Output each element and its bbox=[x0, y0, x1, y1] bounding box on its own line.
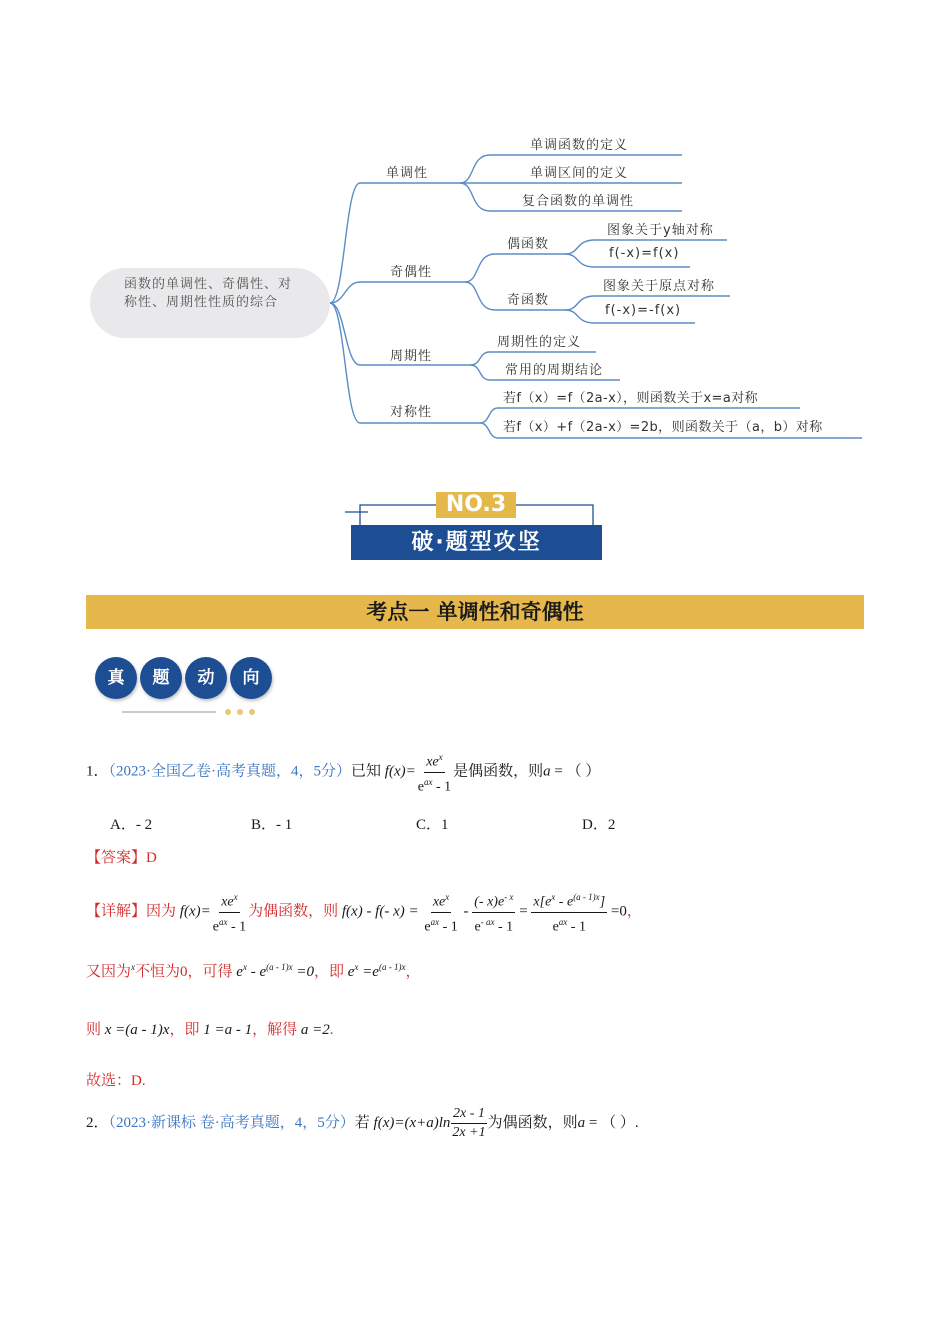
q2-source: （2023·新课标 卷·高考真题，4，5分） bbox=[108, 1114, 355, 1131]
q2-fraction: $\frac{2x - 1}{2x +1}$ bbox=[452, 1106, 486, 1140]
option-d[interactable]: D．2 bbox=[582, 817, 616, 833]
q1-detail-line-3: 则 x =(a - 1)x，即 1 =a - 1，解得 a =2. bbox=[86, 1022, 334, 1038]
tag-circle-zhen: 真 bbox=[95, 657, 137, 699]
answer-value: D bbox=[146, 850, 157, 866]
q2-formula: f(x)=(x+a)ln bbox=[373, 1114, 451, 1131]
node-odd-function: 奇函数 bbox=[507, 293, 550, 308]
q1-answer bbox=[86, 846, 157, 867]
branch-line-monotonic bbox=[330, 183, 460, 303]
q1-formula: f(x)= bbox=[384, 763, 416, 780]
leaf-symmetry-center: 若f（x）+f（2a-x）=2b，则函数关于（a，b）对称 bbox=[503, 420, 823, 435]
mindmap-connectors bbox=[0, 0, 950, 470]
q1-source: （2023·全国乙卷·高考真题，4，5分） bbox=[108, 763, 352, 780]
branch-label-parity: 奇偶性 bbox=[390, 265, 433, 280]
leaf-odd-origin: 图象关于原点对称 bbox=[603, 279, 716, 294]
leaf-odd-formula: f(-x)=-f(x) bbox=[605, 303, 682, 318]
leaf-monotonic-def: 单调函数的定义 bbox=[530, 138, 629, 153]
tag-circle-dong: 动 bbox=[185, 657, 227, 699]
q1-stem-post: 是偶函数，则 bbox=[453, 763, 544, 780]
q2-stem-pre: 若 bbox=[354, 1114, 370, 1131]
section-number: NO.3 bbox=[436, 492, 516, 518]
question-1: 1．（2023·全国乙卷·高考真题，4，5分）已知 f(x)= $\frac{xe^x}{e^{ax} - 1}$ 是偶函数，则a = （ ） bbox=[86, 748, 600, 796]
leaf-composite: 复合函数的单调性 bbox=[522, 194, 635, 209]
branch-label-symmetry: 对称性 bbox=[390, 405, 433, 420]
leaf-symmetry-axis: 若f（x）=f（2a-x），则函数关于x=a对称 bbox=[503, 391, 759, 406]
q2-stem-post: 为偶函数，则 bbox=[487, 1114, 578, 1131]
leaf-interval-def: 单调区间的定义 bbox=[530, 166, 629, 181]
leaf-even-formula: f(-x)=f(x) bbox=[609, 246, 680, 261]
answer-tag: 【答案】 bbox=[86, 850, 147, 866]
tag-circle-xiang: 向 bbox=[230, 657, 272, 699]
q1-paren: （ ） bbox=[566, 763, 601, 780]
q1-number: 1． bbox=[86, 763, 109, 780]
option-a[interactable]: A．- 2 bbox=[110, 817, 153, 833]
question-2: 2．（2023·新课标 卷·高考真题，4，5分）若 f(x)=(x+a)ln $\frac{2x - 1}{2x +1}$ 为偶函数，则a = （ ）. bbox=[86, 1106, 639, 1140]
leaf-period-conclusions: 常用的周期结论 bbox=[505, 363, 604, 378]
branch-label-monotonic: 单调性 bbox=[386, 166, 429, 181]
tag-underline bbox=[118, 706, 268, 718]
tag-circle-ti: 题 bbox=[140, 657, 182, 699]
option-b[interactable]: B．- 1 bbox=[251, 817, 293, 833]
leaf-period-def: 周期性的定义 bbox=[497, 335, 582, 350]
q1-detail-line-2: 又因为$^x$不恒为0，可得 $e^x - e^{(a - 1)x} =0$，即 $e^x =e^{(a - 1)x}$， bbox=[86, 962, 421, 980]
q1-fraction: $\frac{xe^x}{e^{ax} - 1}$ bbox=[416, 748, 453, 796]
mindmap-root-label: 函数的单调性、奇偶性、对称性、周期性性质的综合 bbox=[124, 277, 293, 310]
q2-paren: （ ）. bbox=[601, 1114, 639, 1131]
q1-detail-line-1: 【详解】因为 f(x)= $\frac{xe^x}{e^{ax} - 1}$ 为偶函数，则 f(x) - f(- x) = $\frac{xe^x}{e^{ax} - 1}$ - $\frac{(- x)e^{- x}}{e^{- ax} - 1}$ = $\frac{x[e^x - e^{(a - 1)x}]}{e^{ax} - 1}$ =0， bbox=[86, 888, 642, 936]
node-even-function: 偶函数 bbox=[507, 237, 550, 252]
topic-banner: 考点一 单调性和奇偶性 bbox=[86, 595, 864, 629]
branch-label-period: 周期性 bbox=[390, 349, 433, 364]
leaf-even-y-axis: 图象关于y轴对称 bbox=[607, 223, 714, 238]
q1-conclusion: 故选：D. bbox=[86, 1073, 146, 1089]
branch-line-parity bbox=[330, 282, 465, 303]
section-title: 破·题型攻坚 bbox=[351, 525, 602, 560]
q2-number: 2． bbox=[86, 1114, 109, 1131]
q1-stem-pre: 已知 bbox=[351, 763, 382, 780]
detail-tag: 【详解】 bbox=[86, 903, 147, 920]
option-c[interactable]: C．1 bbox=[416, 817, 449, 833]
